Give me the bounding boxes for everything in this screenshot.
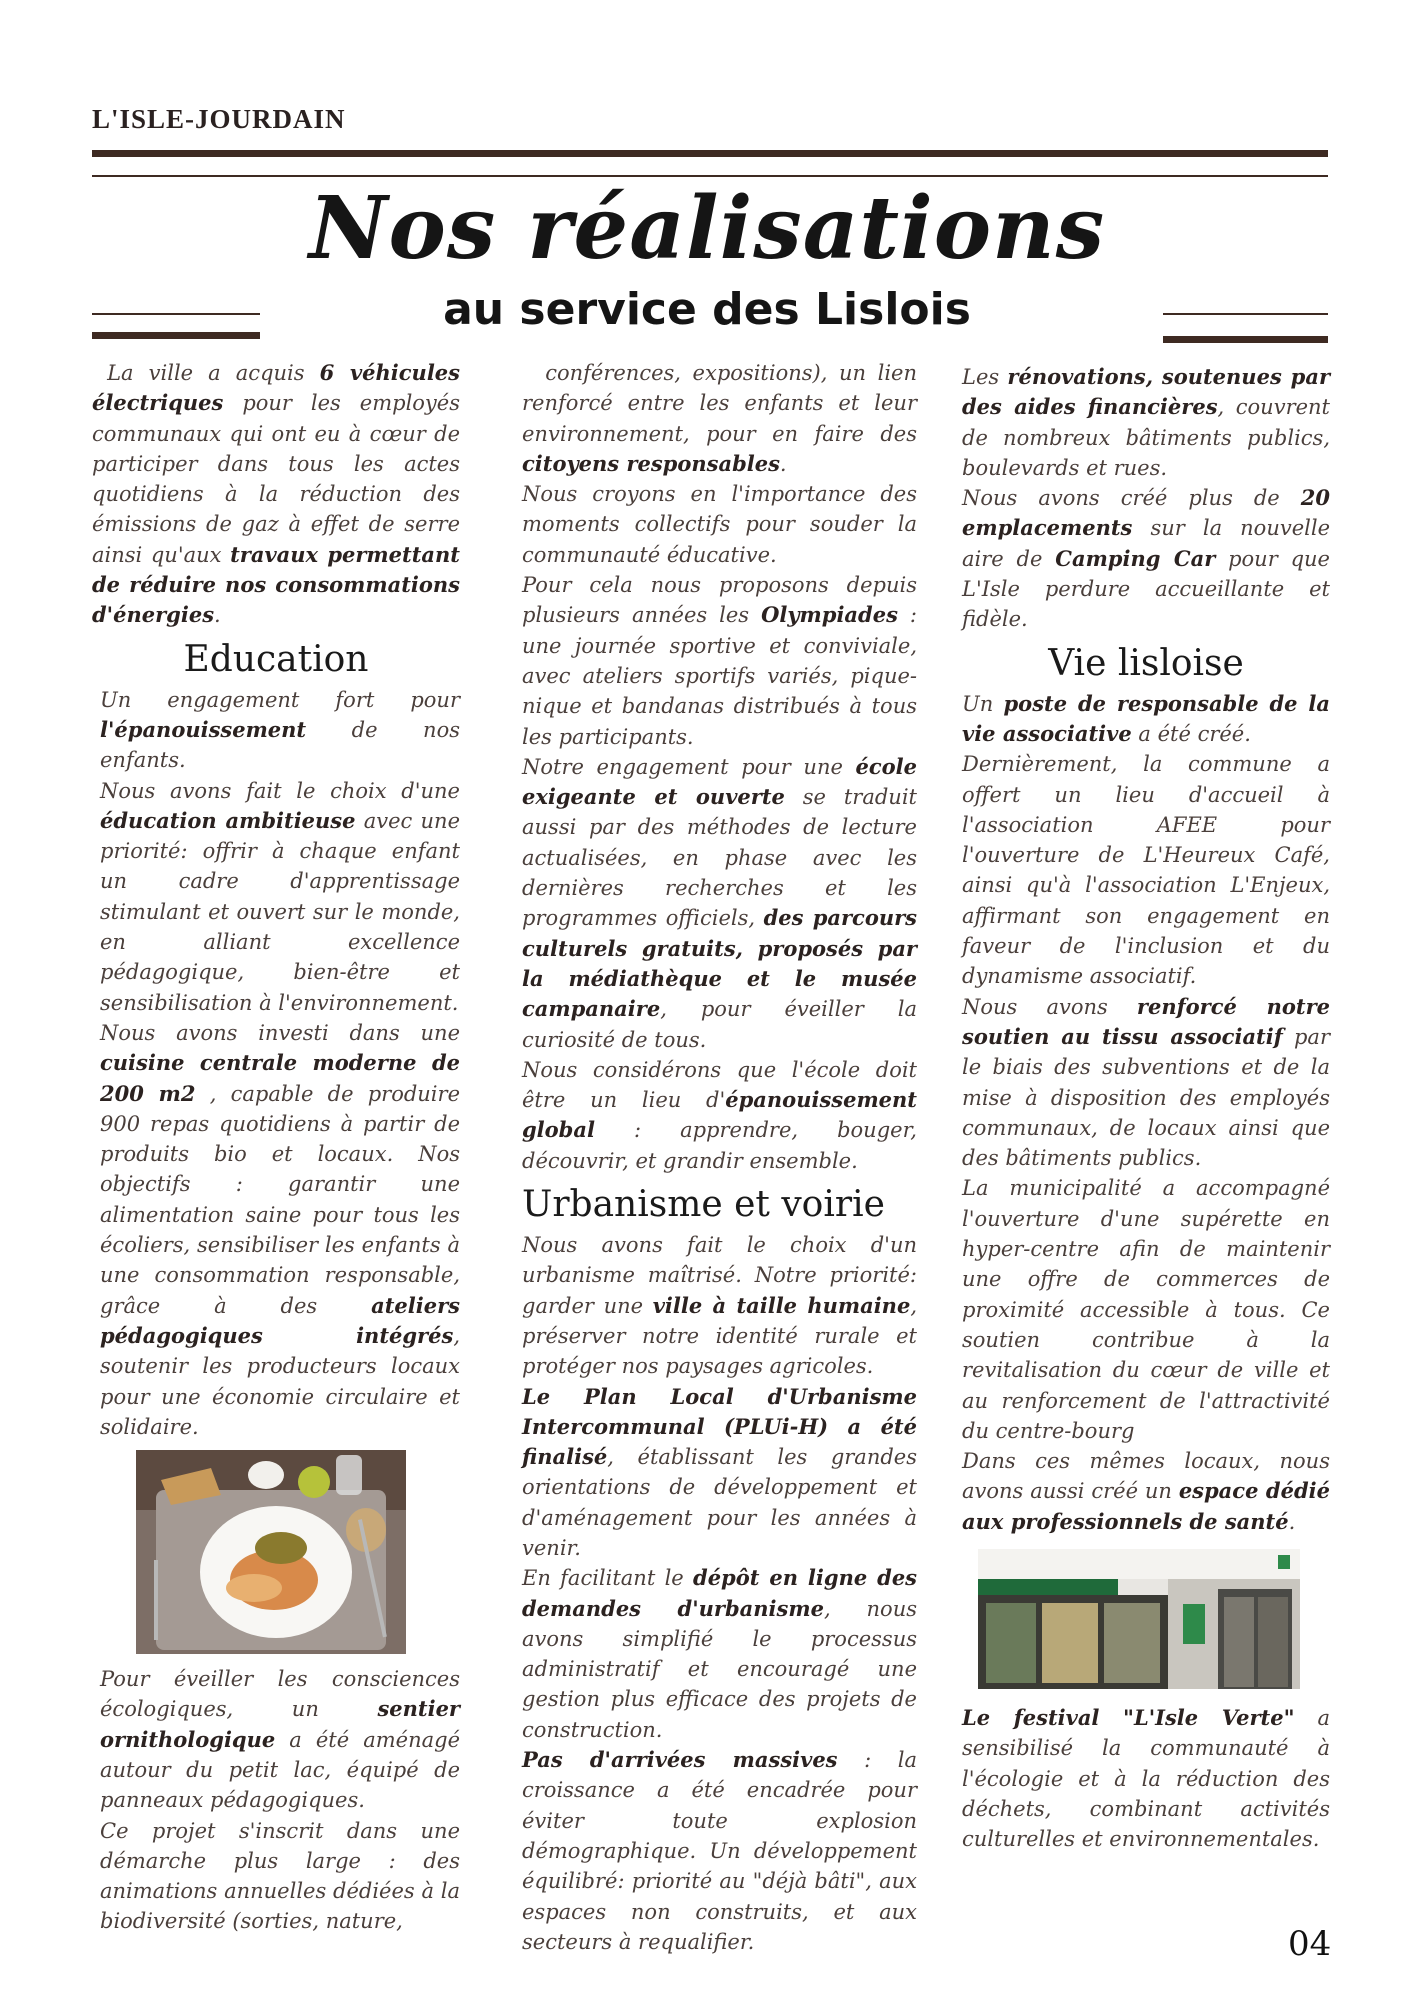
school-paragraph: Notre engagement pour une école exigeante et ouverte se traduit aussi par des méthodes de lecture actualisées, en phase avec les dernières recherches et les programmes officiels, des parcours culturels gratuits, proposés par la médiathèque et le musée campanaire, pour éveiller la curiosité de tous.: [522, 753, 918, 1052]
storefront-photo: [978, 1549, 1300, 1689]
column-right: [962, 362, 1330, 1854]
education-paragraph: Nous avons fait le choix d'une éducation ambitieuse avec une priorité: offrir à chaque enfant un cadre d'apprentissage stimulant et ouvert sur le monde, en alliant excellence pédagogique, bien-être et sensibilisation à l'environnement.: [100, 778, 460, 1015]
association-paragraph: Dernièrement, la commune a offert un lieu d'accueil à l'association AFEE pour l'ouverture de L'Heureux Café, ainsi qu'à l'association L'Enjeux, affirmant son engagement en faveur de l'inclusion et du dynamisme associatif.: [962, 752, 1330, 989]
intro-paragraph: La ville a acquis 6 véhicules électriques pour les employés communaux qui ont eu à cœur de participer dans tous les actes quotidiens à la réduction des émissions de gaz à effet de serre ainsi qu'aux travaux permettant de réduire nos consommations d'énergies.: [92, 360, 460, 628]
column-middle: [522, 358, 917, 1957]
urbanisme-heading: Urbanisme et voirie: [522, 1184, 885, 1226]
education-paragraph: Un engagement fort pour l'épanouissement de nos enfants.: [100, 687, 460, 773]
ecology-paragraph: Pour éveiller les consciences écologiques, un sentier ornithologique a été aménagé autour du petit lac, équipé de panneaux pédagogiques.: [100, 1667, 460, 1813]
school-paragraph: Nous considérons que l'école doit être un lieu d'épanouissement global : apprendre, bouger, découvrir, et grandir ensemble.: [522, 1057, 917, 1173]
festival-paragraph: Le festival "L'Isle Verte" a sensibilisé la communauté à l'écologie et à la réduction des déchets, combinant activités culturelles et environnementales.: [962, 1704, 1330, 1852]
superette-paragraph: La municipalité a accompagné l'ouverture d'une supérette en hyper-centre afin de maintenir une offre de commerces de proximité accessible à tous. Ce soutien contribue à la revitalisation du cœur de ville et au renforcement de l'attractivité du centre-bourg: [962, 1176, 1330, 1443]
association-paragraph: Nous avons renforcé notre soutien au tissu associatif par le biais des subventions et de la mise à disposition des employés communaux, de locaux ainsi que des bâtiments publics.: [962, 993, 1331, 1171]
vie-lisloise-heading: Vie lisloise: [1048, 642, 1244, 684]
education-paragraph: conférences, expositions), un lien renforcé entre les enfants et leur environnement, pour en faire des citoyens responsables.: [522, 361, 918, 476]
canteen-meal-photo: [136, 1450, 406, 1654]
camping-car-paragraph: Nous avons créé plus de 20 emplacements sur la nouvelle aire de Camping Car pour que L'Isle perdure accueillante et fidèle.: [962, 485, 1330, 632]
top-rule: [92, 150, 1328, 157]
urbanisme-paragraph: Nous avons fait le choix d'un urbanisme maîtrisé. Notre priorité: garder une ville à taille humaine, préserver notre identité rurale et protéger nos paysages agricoles.: [522, 1233, 917, 1379]
page-title: Nos réalisations: [308, 178, 1106, 279]
town-header: L'ISLE-JOURDAIN: [92, 104, 346, 134]
right-deco-rule-thick: [1163, 336, 1328, 343]
top-thin-rule: [92, 175, 1328, 177]
growth-paragraph: Pas d'arrivées massives : la croissance a été encadrée pour éviter toute explosion démographique. Un développement équilibré: priorité au "déjà bâti", aux espaces non construits, et aux secteurs à requalifier.: [522, 1747, 917, 1954]
association-paragraph: Un poste de responsable de la vie associative a été créé.: [962, 690, 1330, 746]
plui-paragraph: Le Plan Local d'Urbanisme Intercommunal (PLUi-H) a été finalisé, établissant les grandes orientations de développement et d'aménagement pour les années à venir.: [522, 1383, 917, 1560]
left-deco-rule-thick: [92, 332, 260, 339]
health-space-paragraph: Dans ces mêmes locaux, nous avons aussi créé un espace dédié aux professionnels de santé.: [962, 1449, 1330, 1534]
renovation-paragraph: Les rénovations, soutenues par des aides financières, couvrent de nombreux bâtiments publics, boulevards et rues.: [962, 364, 1331, 480]
page-subtitle: au service des Lislois: [443, 284, 971, 335]
page-number: 04: [1288, 1924, 1332, 1964]
column-left: [92, 358, 460, 1937]
olympiades-paragraph: Pour cela nous proposons depuis plusieurs années les Olympiades : une journée sportive et conviviale, avec ateliers sportifs variés, pique-nique et bandanas distribués à tous les participants.: [522, 573, 917, 749]
left-deco-rule: [92, 313, 260, 315]
education-heading: Education: [183, 638, 369, 680]
ecology-paragraph: Ce projet s'inscrit dans une démarche plus large : des animations annuelles dédiées à la biodiversité (sorties, nature,: [100, 1818, 460, 1934]
education-paragraph: Nous avons investi dans une cuisine centrale moderne de 200 m2 , capable de produire 900 repas quotidiens à partir de produits bio et locaux. Nos objectifs : garantir une alimentation saine pour tous les écoliers, sensibiliser les enfants à une consommation responsable, grâce à des ateliers pédagogiques intégrés, soutenir les producteurs locaux pour une économie circulaire et solidaire.: [100, 1020, 460, 1439]
education-paragraph: Nous croyons en l'importance des moments collectifs pour souder la communauté éducative.: [522, 482, 917, 567]
online-permits-paragraph: En facilitant le dépôt en ligne des demandes d'urbanisme, nous avons simplifié le processus administratif et encouragé une gestion plus efficace des projets de construction.: [522, 1565, 917, 1742]
right-deco-rule: [1163, 313, 1328, 315]
